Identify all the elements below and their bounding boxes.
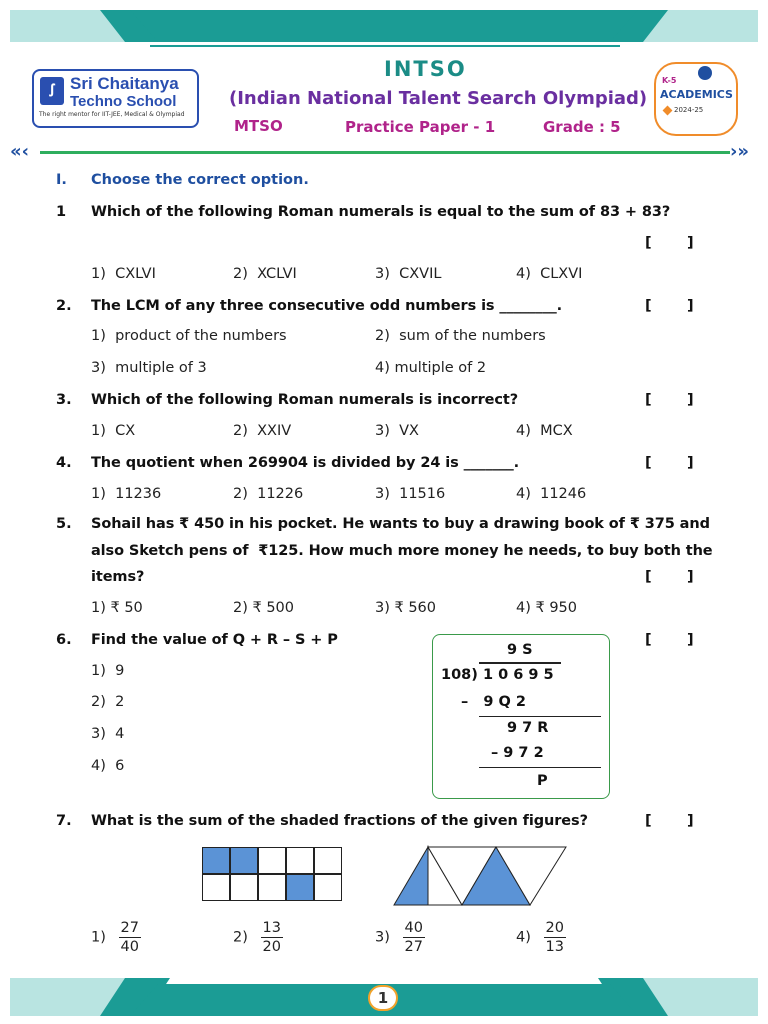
question-6-answer-bracket[interactable]: [ ] xyxy=(645,632,694,648)
question-5-text-line3: items? xyxy=(91,569,145,585)
paper-label: Practice Paper - 1 xyxy=(345,118,496,136)
division-step1: – 9 Q 2 xyxy=(461,694,526,710)
grade-label: Grade : 5 xyxy=(543,118,621,136)
grid-cell-shaded xyxy=(230,847,258,874)
question-3-answer-bracket[interactable]: [ ] xyxy=(645,392,694,408)
question-4-option-1[interactable]: 1) 11236 xyxy=(91,486,162,502)
division-bar xyxy=(479,662,561,664)
division-remainder1: 9 7 R xyxy=(507,720,549,736)
question-6-option-4[interactable]: 4) 6 xyxy=(91,758,125,774)
grid-cell-shaded xyxy=(286,874,314,901)
question-3-option-3[interactable]: 3) VX xyxy=(375,423,419,439)
option-4-label: 4) xyxy=(516,929,531,946)
division-dividend: 1 0 6 9 5 xyxy=(483,667,554,683)
school-name-line2: Techno School xyxy=(70,93,177,110)
question-1-option-4[interactable]: 4) CLXVI xyxy=(516,266,583,282)
question-4-answer-bracket[interactable]: [ ] xyxy=(645,455,694,471)
question-1-option-1[interactable]: 1) CXLVI xyxy=(91,266,156,282)
question-2-answer-bracket[interactable]: [ ] xyxy=(645,298,694,314)
section-number: I. xyxy=(56,172,67,188)
header-divider xyxy=(40,151,730,154)
question-4-option-3[interactable]: 3) 11516 xyxy=(375,486,446,502)
option-3-numerator: 40 xyxy=(404,920,423,936)
question-1-answer-bracket[interactable]: [ ] xyxy=(645,235,694,251)
question-6-option-2[interactable]: 2) 2 xyxy=(91,694,125,710)
question-3-option-1[interactable]: 1) CX xyxy=(91,423,136,439)
subject-label: MTSO xyxy=(234,117,283,135)
logo-emblem-figure-icon: ꭍ xyxy=(49,81,55,100)
division-line2 xyxy=(479,767,601,768)
question-1-number: 1 xyxy=(56,204,67,220)
question-1-option-2[interactable]: 2) XCLVI xyxy=(233,266,297,282)
grid-cell xyxy=(258,874,286,901)
option-2-denominator: 20 xyxy=(262,939,281,955)
question-5-text-line1: Sohail has ₹ 450 in his pocket. He wants to buy a drawing book of ₹ 375 and xyxy=(91,516,710,532)
grid-cell xyxy=(230,874,258,901)
page-title: INTSO xyxy=(384,57,467,81)
question-3-option-2[interactable]: 2) XXIV xyxy=(233,423,292,439)
page-subtitle: (Indian National Talent Search Olympiad) xyxy=(229,88,648,109)
header-band xyxy=(0,0,768,48)
shaded-grid-figure xyxy=(202,847,344,903)
grid-cell xyxy=(202,874,230,901)
question-2-number: 2. xyxy=(56,298,72,314)
option-1-fraction xyxy=(119,919,141,956)
academics-figure-icon xyxy=(698,66,712,80)
option-4-denominator: 13 xyxy=(545,939,564,955)
option-3-label: 3) xyxy=(375,929,390,946)
question-1-option-3[interactable]: 3) CXVIL xyxy=(375,266,442,282)
badge-line2: ACADEMICS xyxy=(660,88,733,101)
question-4-option-2[interactable]: 2) 11226 xyxy=(233,486,304,502)
shaded-triangles-figure xyxy=(392,845,568,907)
question-7-option-4[interactable] xyxy=(516,919,566,956)
option-4-fraction xyxy=(544,919,566,956)
question-6-number: 6. xyxy=(56,632,72,648)
badge-line3: 2024-25 xyxy=(674,106,704,114)
badge-diamond-icon xyxy=(663,106,673,116)
grid-cell xyxy=(314,847,342,874)
question-5-answer-bracket[interactable]: [ ] xyxy=(645,569,694,585)
question-3-option-4[interactable]: 4) MCX xyxy=(516,423,573,439)
question-4-number: 4. xyxy=(56,455,72,471)
option-1-numerator: 27 xyxy=(120,920,139,936)
long-division-box xyxy=(432,634,610,799)
question-5-option-1[interactable]: 1) ₹ 50 xyxy=(91,600,143,616)
page-number: 1 xyxy=(377,989,389,1007)
question-5-option-3[interactable]: 3) ₹ 560 xyxy=(375,600,437,616)
question-7-text: What is the sum of the shaded fractions of the given figures? xyxy=(91,813,588,829)
division-divisor: 108) xyxy=(441,667,478,683)
grid-cell xyxy=(258,847,286,874)
question-2-option-2[interactable]: 2) sum of the numbers xyxy=(375,328,546,344)
academics-badge xyxy=(654,62,738,136)
left-arrows-icon: «‹ xyxy=(10,141,30,162)
question-3-number: 3. xyxy=(56,392,72,408)
right-arrows-icon: ›» xyxy=(730,141,750,162)
question-7-option-1[interactable] xyxy=(91,919,141,956)
question-6-text: Find the value of Q + R – S + P xyxy=(91,632,338,648)
option-2-label: 2) xyxy=(233,929,248,946)
school-logo xyxy=(32,69,199,128)
option-4-numerator: 20 xyxy=(545,920,564,936)
division-remainder2: P xyxy=(537,773,548,789)
question-5-text-line2: also Sketch pens of ₹125. How much more money he needs, to buy both the xyxy=(91,543,713,559)
question-1-text: Which of the following Roman numerals is equal to the sum of 83 + 83? xyxy=(91,204,671,220)
badge-line1: K-5 xyxy=(662,76,677,85)
question-4-text: The quotient when 269904 is divided by 24 is _______. xyxy=(91,455,520,471)
division-step2: – 9 7 2 xyxy=(491,745,544,761)
grid-cell-shaded xyxy=(202,847,230,874)
question-2-option-1[interactable]: 1) product of the numbers xyxy=(91,328,287,344)
option-3-fraction xyxy=(403,919,425,956)
question-2-option-3[interactable]: 3) multiple of 3 xyxy=(91,360,207,376)
question-6-option-3[interactable]: 3) 4 xyxy=(91,726,125,742)
option-2-numerator: 13 xyxy=(262,920,281,936)
question-5-option-4[interactable]: 4) ₹ 950 xyxy=(516,600,578,616)
question-4-option-4[interactable]: 4) 11246 xyxy=(516,486,587,502)
division-line1 xyxy=(479,716,601,717)
question-7-option-3[interactable] xyxy=(375,919,425,956)
grid-cell xyxy=(286,847,314,874)
division-quotient: 9 S xyxy=(507,642,533,658)
question-7-answer-bracket[interactable]: [ ] xyxy=(645,813,694,829)
school-tagline: The right mentor for IIT-JEE, Medical & Olympiad xyxy=(39,111,185,118)
question-3-text: Which of the following Roman numerals is incorrect? xyxy=(91,392,519,408)
question-6-option-1[interactable]: 1) 9 xyxy=(91,663,125,679)
question-2-option-4[interactable]: 4) multiple of 2 xyxy=(375,360,487,376)
option-3-denominator: 27 xyxy=(404,939,423,955)
question-5-number: 5. xyxy=(56,516,72,532)
question-2-text: The LCM of any three consecutive odd numbers is ________. xyxy=(91,298,563,314)
grid-cell xyxy=(314,874,342,901)
option-2-fraction xyxy=(261,919,283,956)
page-number-badge xyxy=(368,985,398,1011)
question-7-number: 7. xyxy=(56,813,72,829)
option-1-label: 1) xyxy=(91,929,106,946)
section-heading: Choose the correct option. xyxy=(91,172,309,188)
option-1-denominator: 40 xyxy=(120,939,139,955)
school-name-line1: Sri Chaitanya xyxy=(70,74,179,93)
question-5-option-2[interactable]: 2) ₹ 500 xyxy=(233,600,295,616)
question-7-option-2[interactable] xyxy=(233,919,283,956)
